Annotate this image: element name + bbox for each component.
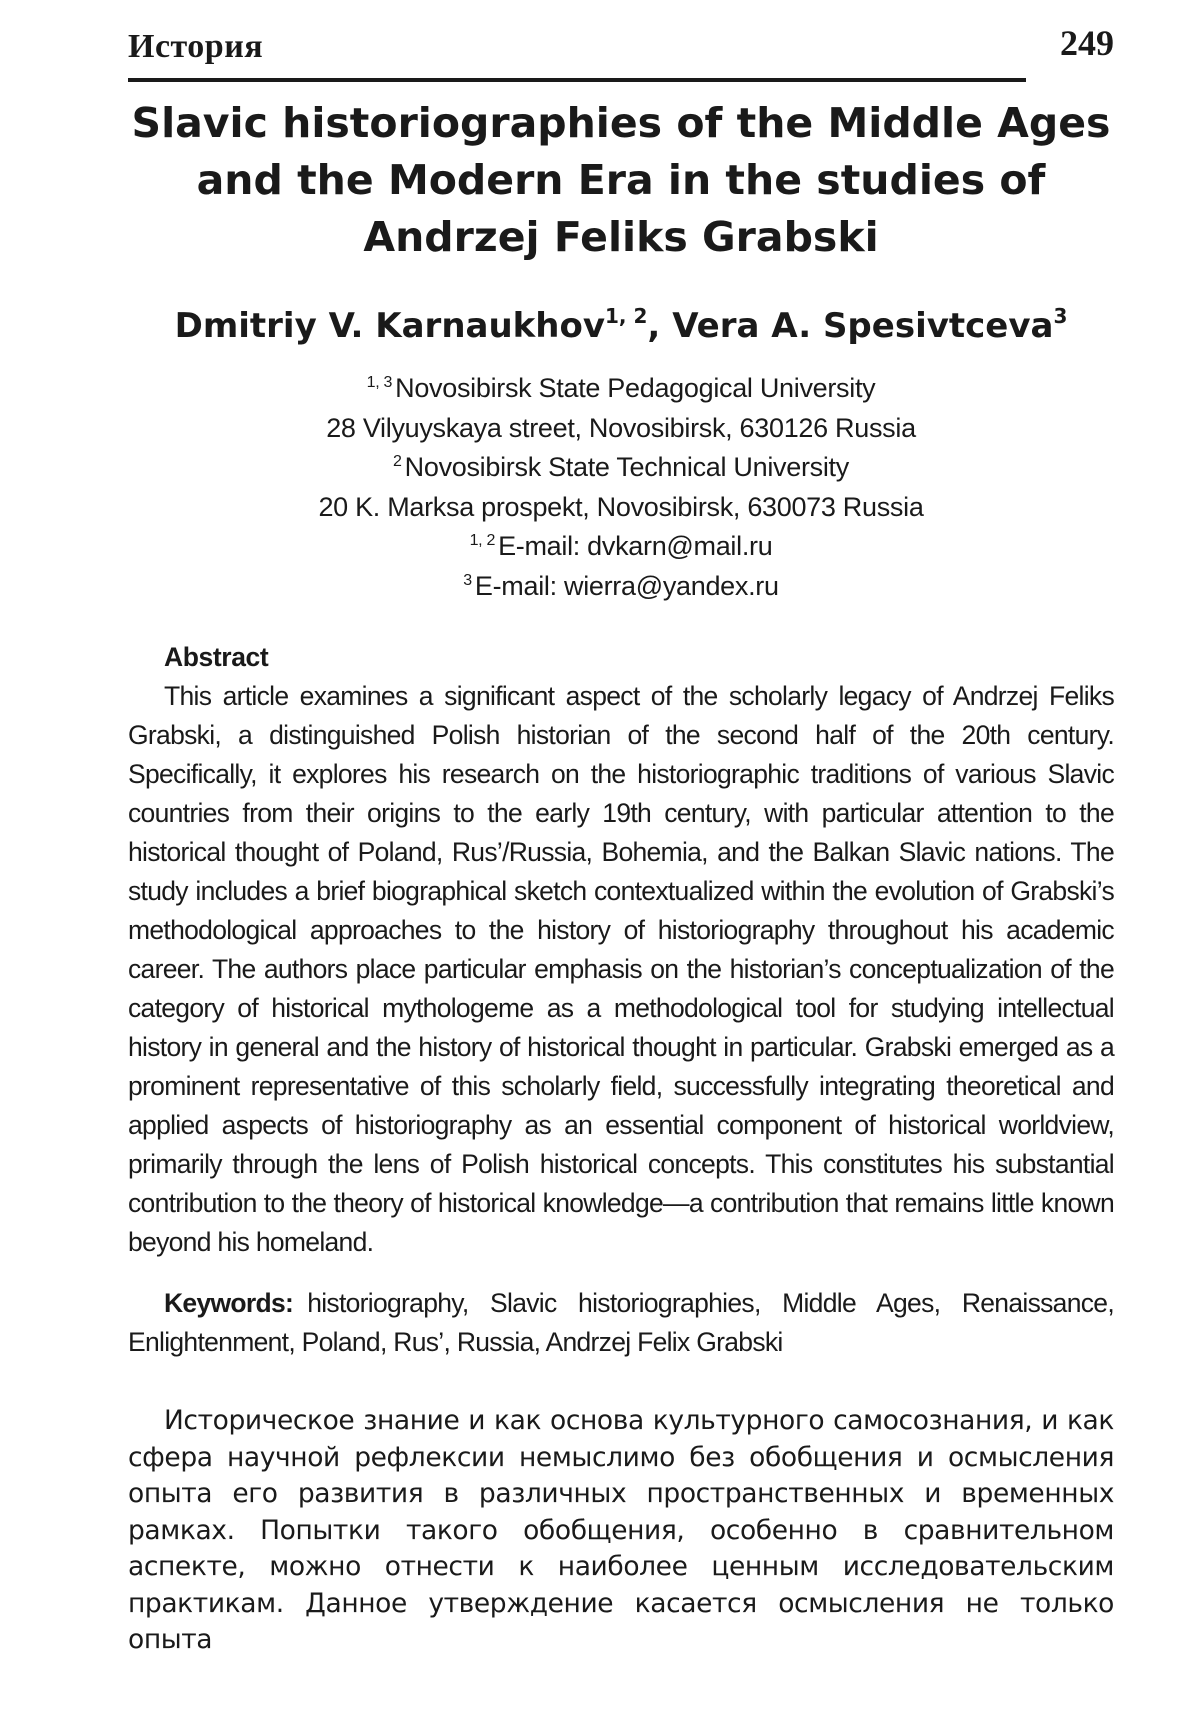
affiliation-text: 20 K. Marksa prospekt, Novosibirsk, 630073 Russia [318,491,924,522]
page-number: 249 [1060,23,1114,63]
affiliation-line [128,527,1114,567]
email-address: E-mail: dvkarn@mail.ru [498,531,773,561]
header-rule [128,78,1026,82]
keywords-text: historiography, Slavic historiographies, Middle Ages, Renaissance, Enlightenment, Poland, Rus’, Russia, Andrzej Felix Grabski [128,1288,1114,1357]
affiliation-line [128,409,1114,449]
abstract-heading: Abstract [164,642,269,672]
affiliation-line [128,369,1114,409]
abstract-section [128,638,1114,1262]
affiliation-line [128,448,1114,488]
article-title: Slavic historiographies of the Middle Ages and the Modern Era in the studies of Andrzej Feliks Grabski [131,99,1111,261]
affiliations [128,369,1114,606]
affiliation-line [128,488,1114,528]
affiliation-text: 28 Vilyuyskaya street, Novosibirsk, 630126 Russia [326,412,916,443]
affiliation-line [128,567,1114,607]
affiliation-marks: 1, 2 [469,532,496,549]
affiliation-text: Novosibirsk State Pedagogical University [395,373,876,403]
keywords-label: Keywords: [164,1288,294,1318]
affiliation-marks: 2 [393,453,402,470]
running-head [128,22,1114,80]
author-name: Vera A. Spesivtceva [672,306,1054,346]
author-affiliation-marks: 3 [1053,304,1068,328]
author-separator: , [647,306,673,346]
affiliation-marks: 1, 3 [366,374,393,391]
section-name: История [128,28,264,65]
author-list [128,303,1114,349]
author-name: Dmitriy V. Karnaukhov [174,306,606,346]
abstract-text: This article examines a significant aspect of the scholarly legacy of Andrzej Feliks Grabski, a distinguished Polish historian of the second half of the 20th century. Specifically, it explores his research on the historiographic traditions of various Slavic countries from their origins to the early 19th century, with particular attention to the historical thought of Poland, Rus’/Russia, Bohemia, and the Balkan Slavic nations. The study includes a brief biographical sketch contextualized within the evolution of Grabski’s methodological approaches to the history of historiography throughout his academic career. The authors place particular emphasis on the historian’s conceptualization of the category of historical mythologeme as a methodological tool for studying intellectual history in general and the history of historical thought in particular. Grabski emerged as a prominent representative of this scholarly field, successfully integrating theoretical and applied aspects of historiography as an essential component of historical worldview, primarily through the lens of Polish historical concepts. This constitutes his substantial contribution to the theory of historical knowledge—a contribution that remains little known beyond his homeland. [128,681,1114,1257]
email-address: E-mail: wierra@yandex.ru [474,570,779,601]
body-paragraph: Историческое знание и как основа культурного самосознания, и как сфера научной рефлексии немыслимо без обобщения и осмысления опыта его развития в различных пространственных и временных рамках. Попытки такого обобщения, особенно в сравнительном аспекте, можно отнести к наиболее ценным исследовательским практикам. Данное утверждение касается осмысления не только опыта [128,1405,1114,1655]
keywords [128,1284,1114,1362]
author-affiliation-marks: 1, 2 [605,304,648,328]
affiliation-text: Novosibirsk State Technical University [404,452,849,482]
affiliation-marks: 3 [463,571,472,589]
